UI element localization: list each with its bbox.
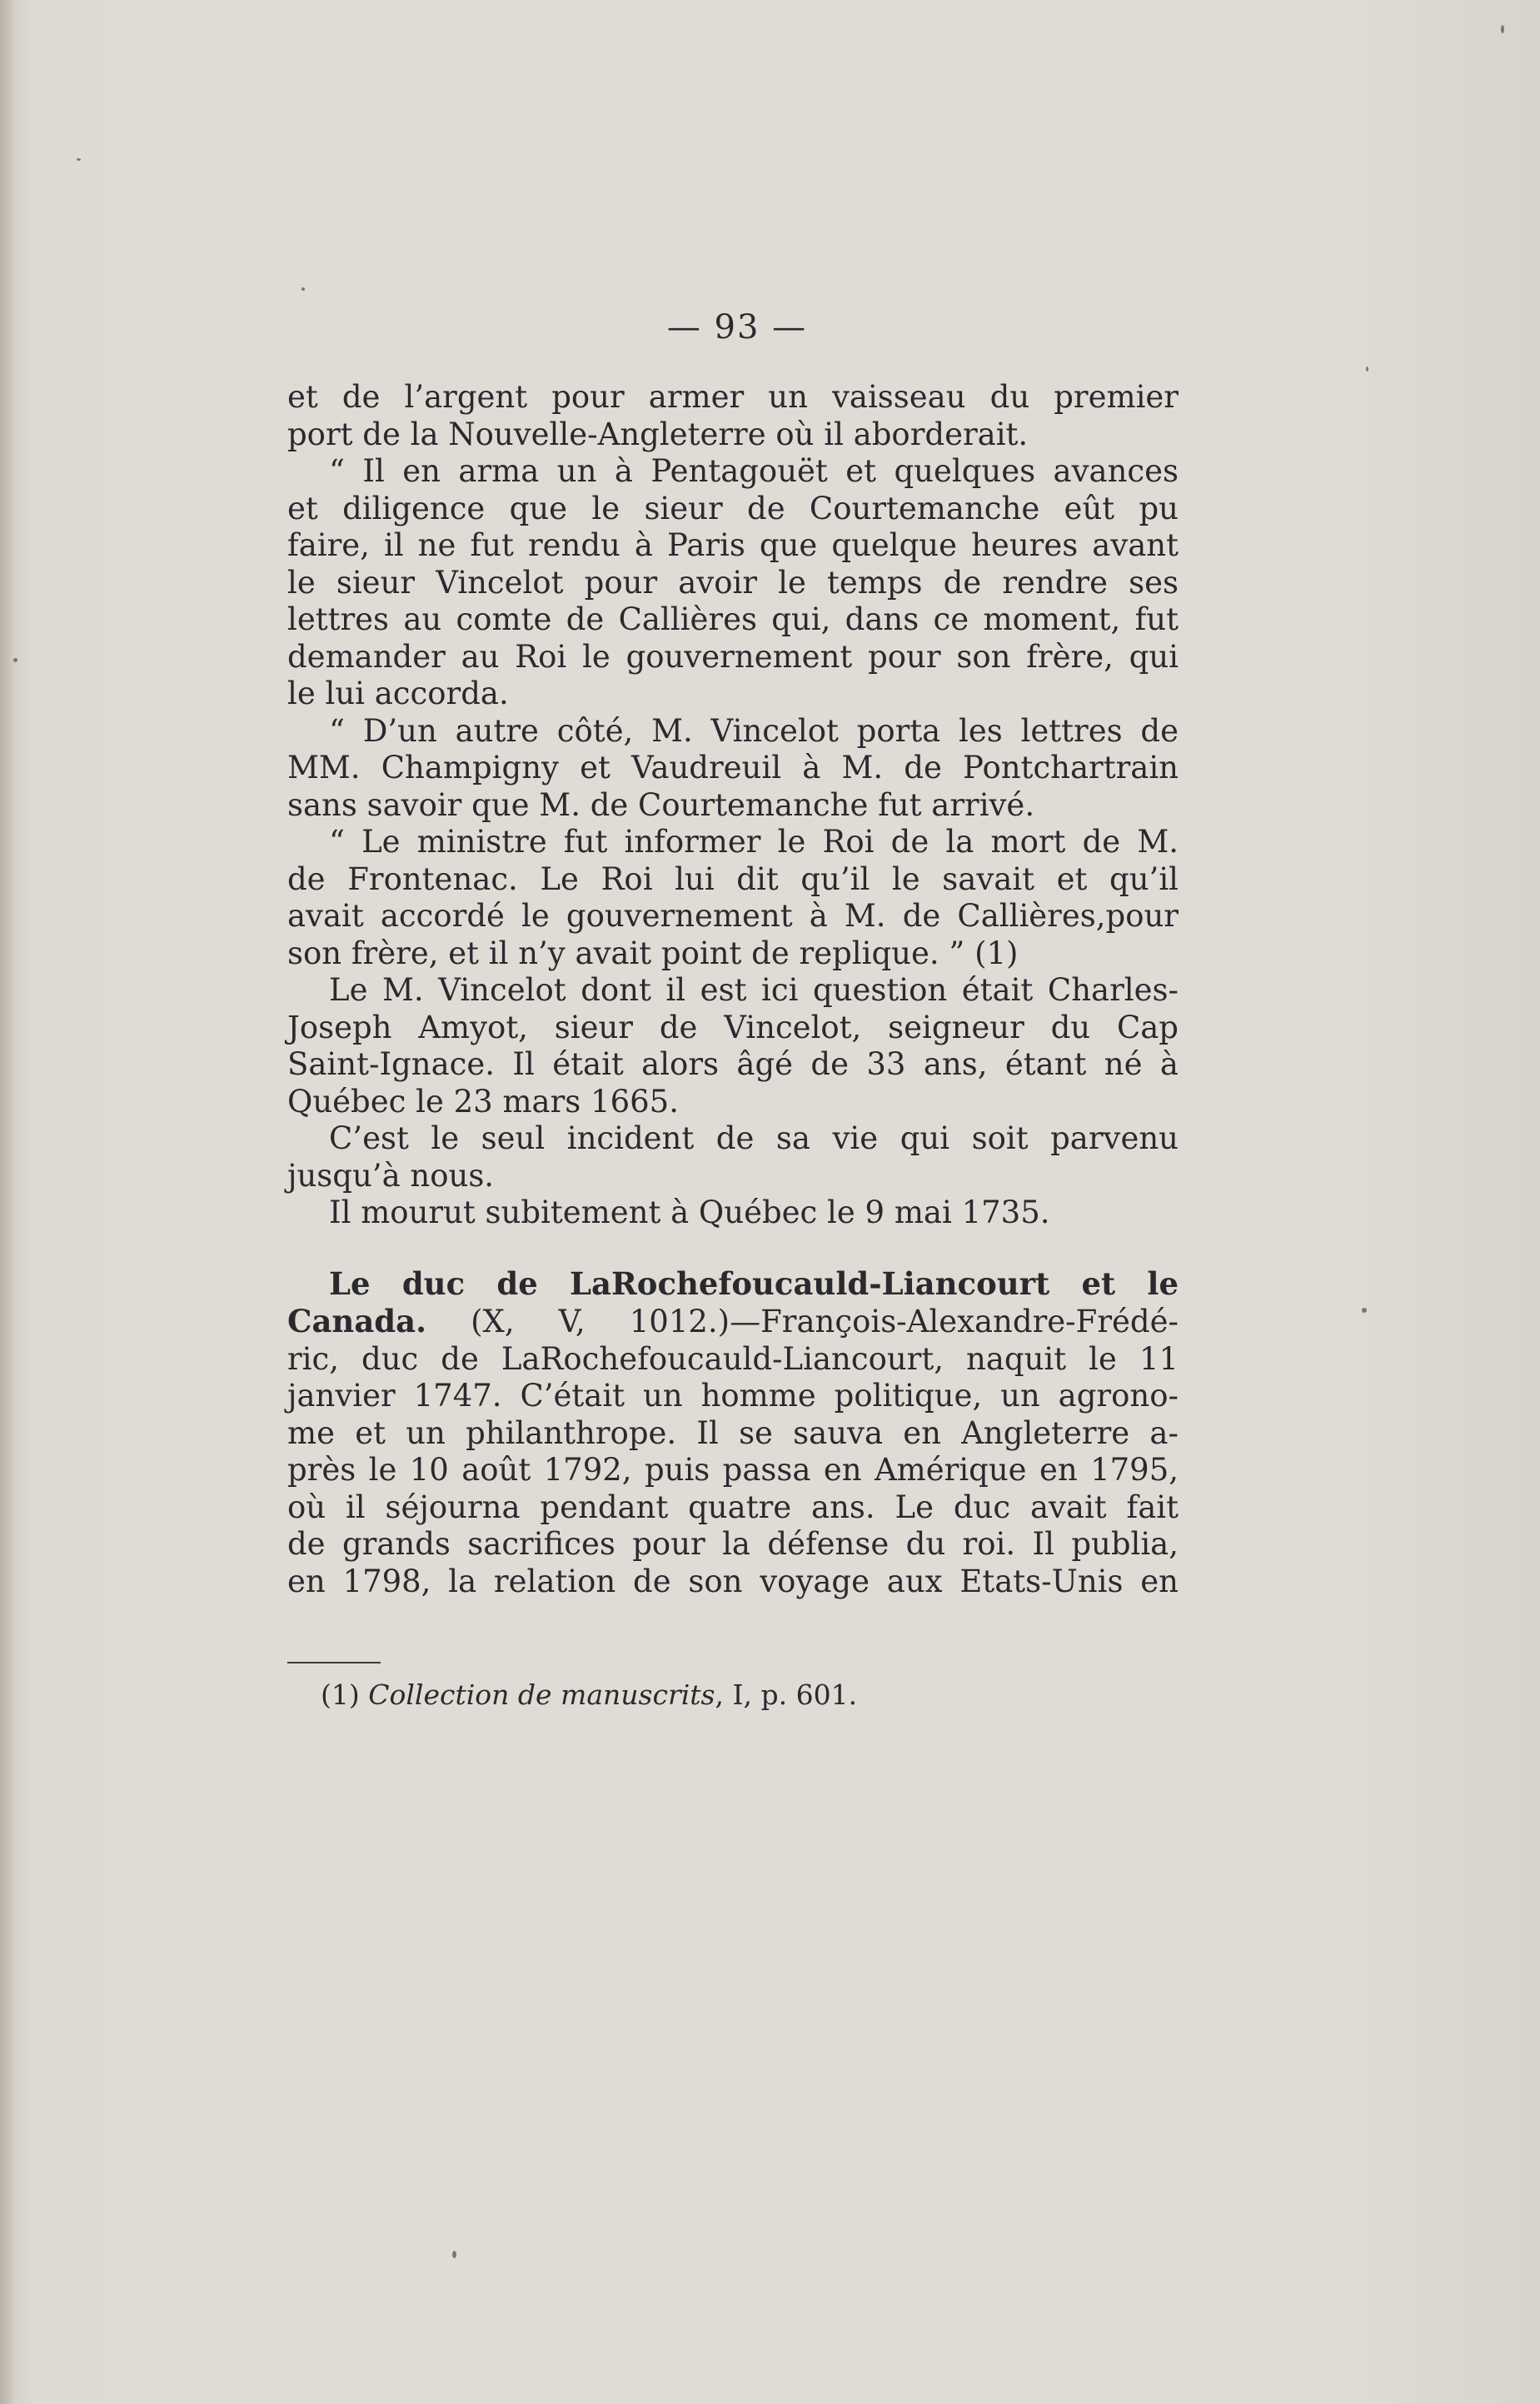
- text-line: lettres au comte de Callières qui, dans ce moment, fut: [287, 601, 1179, 637]
- text-line: “ Le ministre fut informer le Roi de la mort de M.: [329, 824, 1179, 860]
- section-first-line: [287, 1265, 1179, 1304]
- text-line: Il mourut subitement à Québec le 9 mai 1735.: [329, 1195, 1050, 1230]
- paper-speck: [302, 287, 305, 291]
- text-line: Québec le 23 mars 1665.: [287, 1083, 679, 1120]
- text-line: sans savoir que M. de Courtemanche fut arrivé.: [287, 786, 1035, 823]
- text-line: MM. Champigny et Vaudreuil à M. de Pontchartrain: [287, 750, 1179, 786]
- text-line: Le M. Vincelot dont il est ici question était Charles-: [329, 972, 1179, 1008]
- text-line: avait accordé le gouvernement à M. de Callières,pour: [287, 898, 1179, 934]
- text-line: “ D’un autre côté, M. Vincelot porta les lettres de: [329, 712, 1179, 749]
- text-line: le sieur Vincelot pour avoir le temps de rendre ses: [287, 564, 1179, 601]
- text-line: près le 10 août 1792, puis passa en Amérique en 1795,: [287, 1452, 1179, 1488]
- text-line: janvier 1747. C’était un homme politique, un agrono-: [287, 1378, 1179, 1414]
- section-heading: Le duc de LaRochefoucauld-Liancourt et le: [329, 1264, 1179, 1302]
- text-line: de Frontenac. Le Roi lui dit qu’il le savait et qu’il: [287, 860, 1179, 897]
- text-line: faire, il ne fut rendu à Paris que quelque heures avant: [287, 527, 1179, 563]
- text-line: Joseph Amyot, sieur de Vincelot, seigneur du Cap: [287, 1009, 1179, 1045]
- text-line: demander au Roi le gouvernement pour son frère, qui: [287, 638, 1179, 675]
- paper-speck: [1362, 1308, 1367, 1313]
- page-number: — 93 —: [666, 308, 808, 347]
- paper-speck: [1366, 367, 1368, 372]
- body-text: [287, 379, 1179, 1600]
- section-second-line: [287, 1303, 1179, 1341]
- footnote-rule: [287, 1662, 381, 1663]
- text-line: où il séjourna pendant quatre ans. Le duc avait fait: [287, 1489, 1179, 1525]
- paper-speck: [13, 658, 17, 662]
- paper-speck: [452, 2251, 456, 2258]
- text-line: port de la Nouvelle-Angleterre où il aborderait.: [287, 416, 1029, 452]
- text-line: en 1798, la relation de son voyage aux Etats-Unis en: [287, 1563, 1179, 1599]
- text-line: “ Il en arma un à Pentagouët et quelques avances: [329, 453, 1179, 489]
- text-line: Saint-Ignace. Il était alors âgé de 33 ans, étant né à: [287, 1046, 1179, 1082]
- text-line: C’est le seul incident de sa vie qui soit parvenu: [329, 1120, 1179, 1156]
- paper-speck: [77, 158, 81, 161]
- text-line: le lui accorda.: [287, 676, 509, 711]
- footnote-title: Collection de manuscrits: [368, 1678, 715, 1711]
- text-line: jusqu’à nous.: [287, 1157, 495, 1194]
- body-paragraphs: [287, 379, 1179, 1232]
- text-line: et diligence que le sieur de Courtemanche eût pu: [287, 490, 1179, 526]
- text-line: me et un philanthrope. Il se sauva en Angleterre a-: [287, 1414, 1179, 1451]
- footnote-marker: (1): [321, 1678, 360, 1711]
- footnote-reference: , I, p. 601.: [715, 1678, 858, 1711]
- paper-speck: [1501, 25, 1504, 33]
- text-line: ric, duc de LaRochefoucauld-Liancourt, naquit le 11: [287, 1340, 1179, 1377]
- page-edge-shadow: [0, 0, 15, 2404]
- section-heading-continued: Canada.: [287, 1303, 427, 1339]
- text-line: son frère, et il n’y avait point de replique. ” (1): [287, 935, 1019, 971]
- text-line: et de l’argent pour armer un vaisseau du premier: [287, 379, 1179, 415]
- section-paragraph: [287, 1341, 1179, 1601]
- text-line: de grands sacrifices pour la défense du roi. Il publia,: [287, 1526, 1179, 1562]
- footnote: [321, 1678, 857, 1712]
- section-gap: [287, 1232, 1179, 1265]
- section-first-line-rest: (X, V, 1012.)—François-Alexandre-Frédé-: [471, 1304, 1179, 1339]
